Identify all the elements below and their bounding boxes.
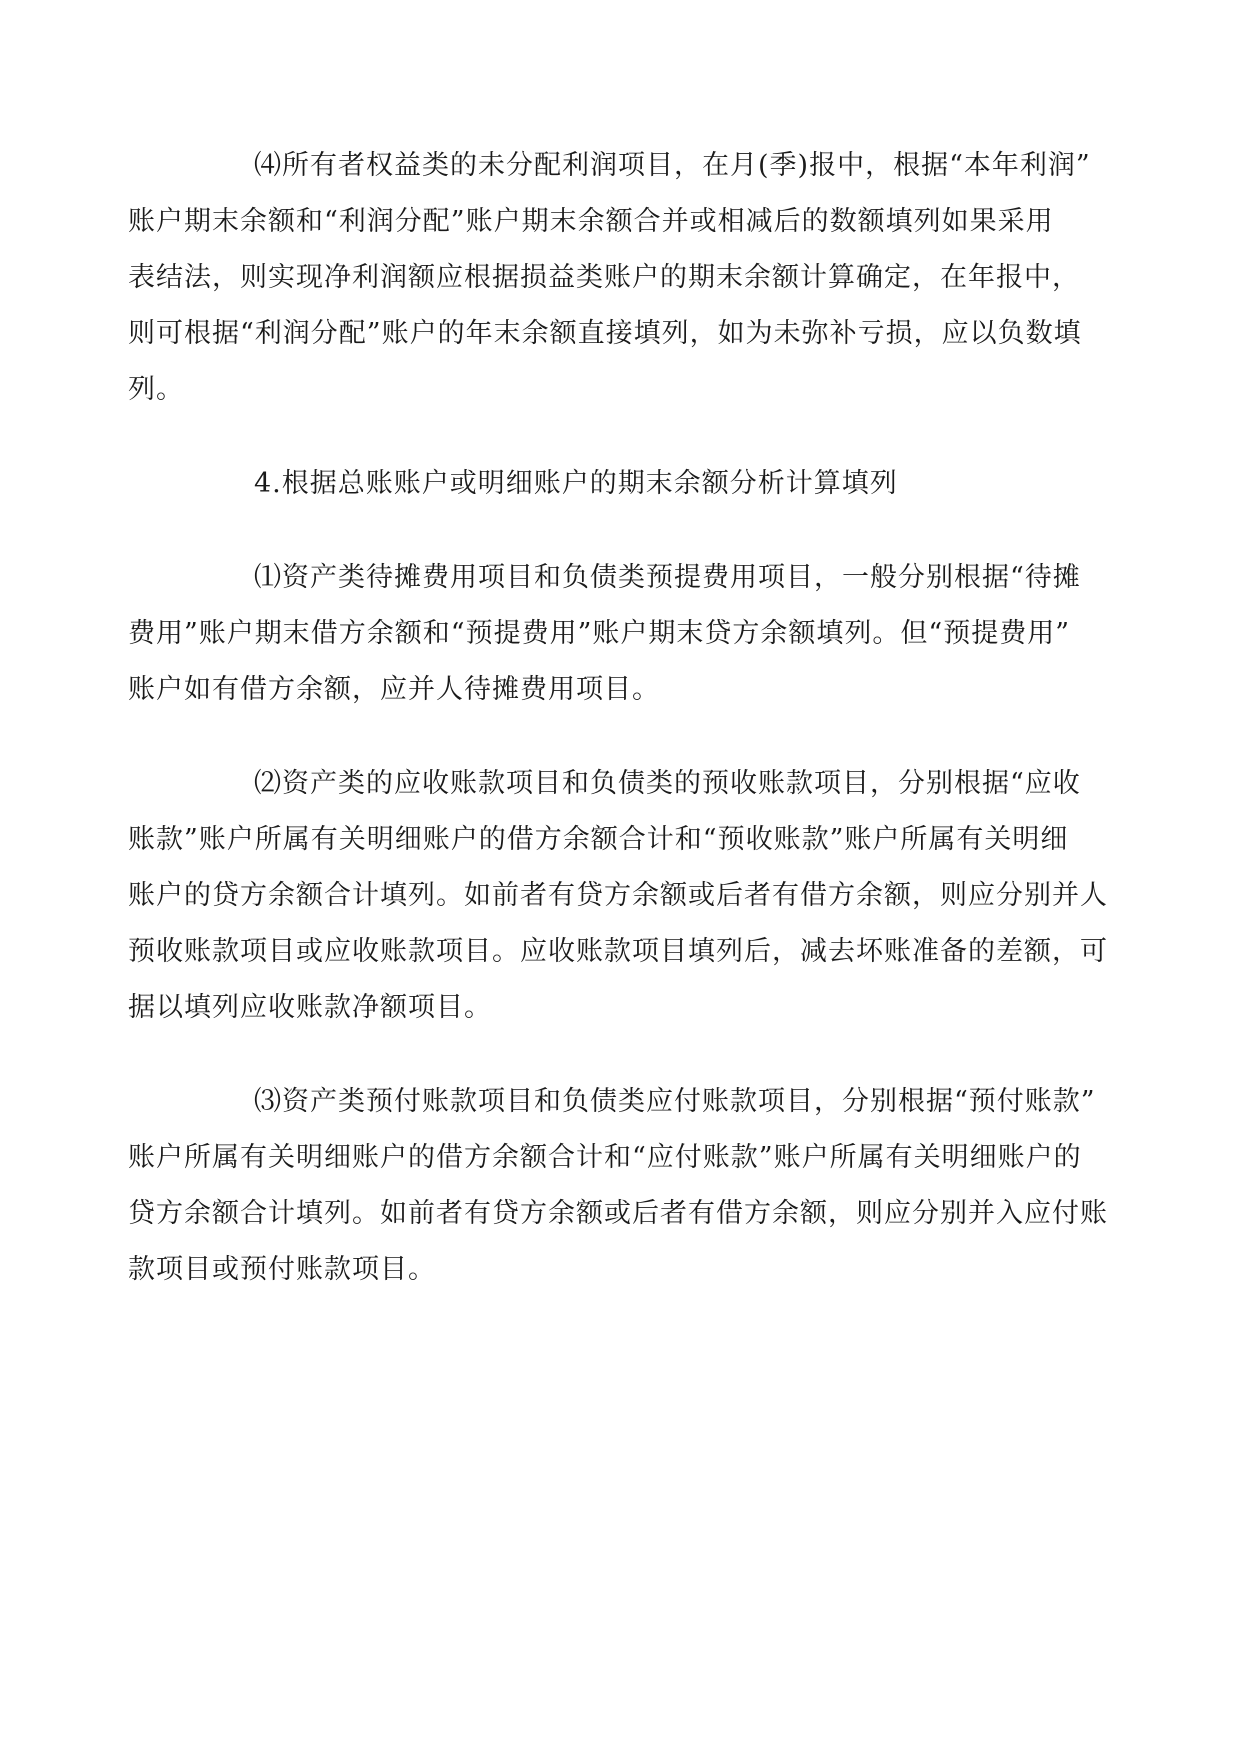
item-2-line-5: 据以填列应收账款净额项目。 [128,992,492,1023]
item-1-line-2: 费用”账户期末借方余额和“预提费用”账户期末贷方余额填列。但“预提费用” [128,618,1071,649]
item-3-line-4: 款项目或预付账款项目。 [128,1254,436,1285]
item-2-line-1: ⑵资产类的应收账款项目和负债类的预收账款项目，分别根据“应收 [254,768,1081,799]
item-1-line-3: 账户如有借方余额，应并人待摊费用项目。 [128,674,660,705]
item-3-line-1: ⑶资产类预付账款项目和负债类应付账款项目，分别根据“预付账款” [254,1086,1096,1117]
paragraph-4-line-1: ⑷所有者权益类的未分配利润项目，在月(季)报中，根据“本年利润” [254,150,1091,181]
item-2-line-3: 账户的贷方余额合计填列。如前者有贷方余额或后者有借方余额，则应分别并人 [128,880,1108,911]
item-3-line-3: 贷方余额合计填列。如前者有贷方余额或后者有借方余额，则应分别并入应付账 [128,1198,1108,1229]
item-1-line-1: ⑴资产类待摊费用项目和负债类预提费用项目，一般分别根据“待摊 [254,562,1081,593]
item-3-line-2: 账户所属有关明细账户的借方余额合计和“应付账款”账户所属有关明细账户的 [128,1142,1082,1173]
section-heading: 4.根据总账账户或明细账户的期末余额分析计算填列 [254,468,898,499]
paragraph-4-line-4: 则可根据“利润分配”账户的年末余额直接填列，如为未弥补亏损，应以负数填 [128,318,1082,349]
paragraph-4-line-3: 表结法，则实现净利润额应根据损益类账户的期末余额计算确定，在年报中， [128,262,1080,293]
paragraph-4-line-2: 账户期末余额和“利润分配”账户期末余额合并或相减后的数额填列如果采用 [128,206,1054,237]
item-2-line-4: 预收账款项目或应收账款项目。应收账款项目填列后，减去坏账准备的差额，可 [128,936,1108,967]
paragraph-4-line-5: 列。 [128,374,184,405]
item-2-line-2: 账款”账户所属有关明细账户的借方余额合计和“预收账款”账户所属有关明细 [128,824,1069,855]
